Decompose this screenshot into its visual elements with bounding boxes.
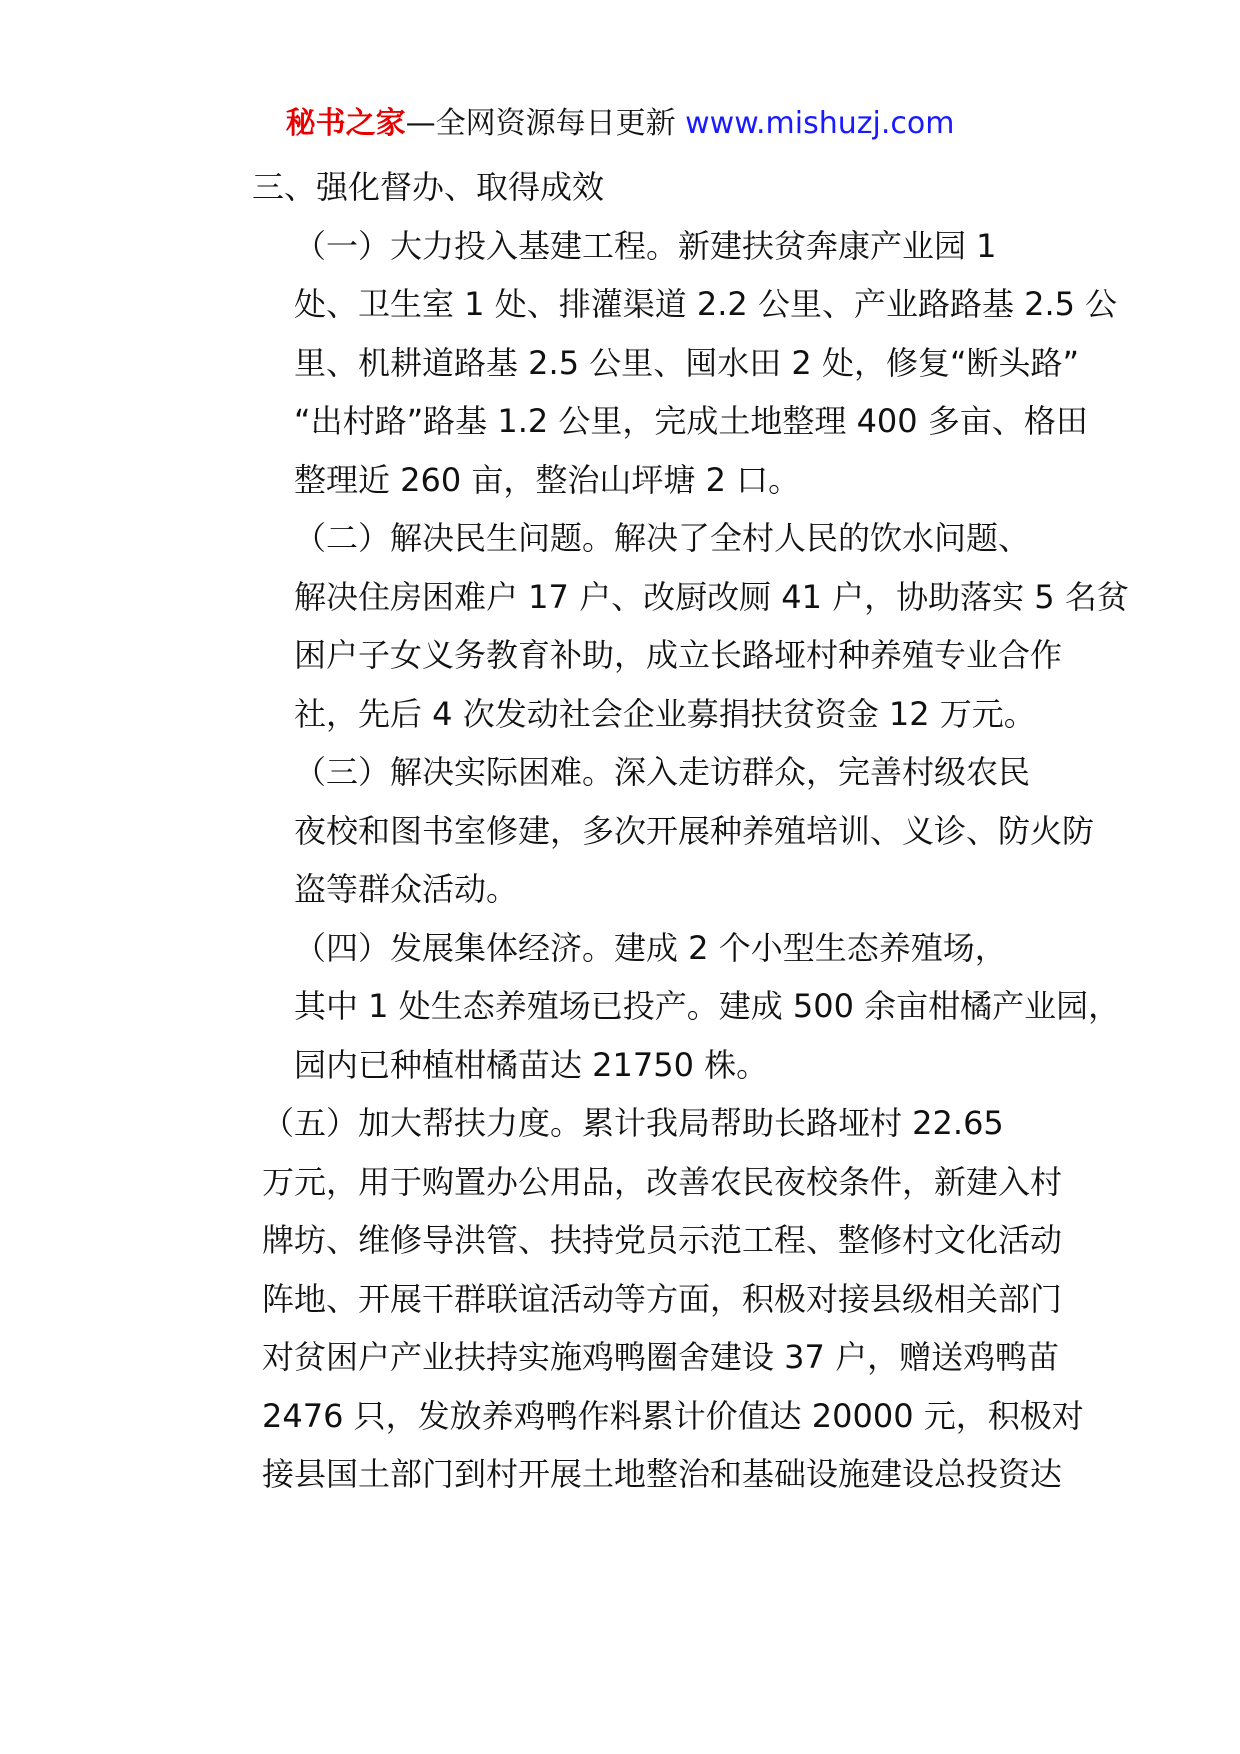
website-link[interactable]: www.mishuzj.com bbox=[685, 106, 955, 141]
paragraph-line: 解决住房困难户 17 户、改厨改厕 41 户，协助落实 5 名贫 bbox=[294, 577, 1129, 616]
paragraph-line: 社，先后 4 次发动社会企业募捐扶贫资金 12 万元。 bbox=[294, 694, 1036, 733]
paragraph-line: 对贫困户产业扶持实施鸡鸭圈舍建设 37 户，赠送鸡鸭苗 bbox=[262, 1338, 1060, 1376]
paragraph-line: 整理近 260 亩，整治山坪塘 2 口。 bbox=[294, 460, 801, 499]
paragraph-4 bbox=[188, 919, 1121, 1095]
paragraph-5 bbox=[188, 1094, 1084, 1504]
paragraph-line: 里、机耕道路基 2.5 公里、囤水田 2 处，修复“断头路” bbox=[294, 343, 1080, 382]
paragraph-line: 接县国土部门到村开展土地整治和基础设施建设总投资达 bbox=[262, 1455, 1063, 1493]
paragraph-line: 2476 只，发放养鸡鸭作料累计价值达 20000 元，积极对 bbox=[262, 1396, 1084, 1435]
section-title: 三、强化督办、取得成效 bbox=[252, 168, 605, 206]
paragraph-line: （三）解决实际困难。深入走访群众，完善村级农民 bbox=[294, 753, 1031, 791]
paragraph-line: （四）发展集体经济。建成 2 个小型生态养殖场， bbox=[294, 928, 1007, 967]
paragraph-line: 其中 1 处生态养殖场已投产。建成 500 余亩柑橘产业园， bbox=[294, 987, 1121, 1025]
header-tagline: —全网资源每日更新 bbox=[405, 106, 676, 141]
paragraph-2 bbox=[188, 509, 1129, 743]
paragraph-line: （五）加大帮扶力度。累计我局帮助长路垭村 22.65 bbox=[262, 1104, 1004, 1142]
paragraph-line: 夜校和图书室修建，多次开展种养殖培训、义诊、防火防 bbox=[294, 811, 1095, 850]
paragraph-line: 阵地、开展干群联谊活动等方面，积极对接县级相关部门 bbox=[262, 1279, 1063, 1318]
paragraph-line: 园内已种植柑橘苗达 21750 株。 bbox=[294, 1045, 769, 1084]
paragraph-3 bbox=[188, 743, 1095, 919]
paragraph-line: 处、卫生室 1 处、排灌渠道 2.2 公里、产业路路基 2.5 公 bbox=[294, 285, 1118, 323]
paragraph-line: 盗等群众活动。 bbox=[294, 870, 519, 908]
document-body bbox=[188, 158, 1129, 1504]
paragraph-1 bbox=[188, 217, 1118, 510]
paragraph-line: “出村路”路基 1.2 公里，完成土地整理 400 多亩、格田 bbox=[294, 402, 1088, 440]
paragraph-line: 万元，用于购置办公用品，改善农民夜校条件，新建入村 bbox=[262, 1162, 1063, 1201]
brand-name: 秘书之家 bbox=[285, 106, 406, 141]
paragraph-line: 困户子女义务教育补助，成立长路垭村种养殖专业合作 bbox=[294, 636, 1063, 674]
page-header bbox=[0, 104, 1240, 144]
paragraph-line: （二）解决民生问题。解决了全村人民的饮水问题、 bbox=[294, 519, 1031, 557]
paragraph-line: 牌坊、维修导洪管、扶持党员示范工程、整修村文化活动 bbox=[262, 1221, 1063, 1259]
paragraph-line: （一）大力投入基建工程。新建扶贫奔康产业园 1 bbox=[294, 226, 997, 265]
